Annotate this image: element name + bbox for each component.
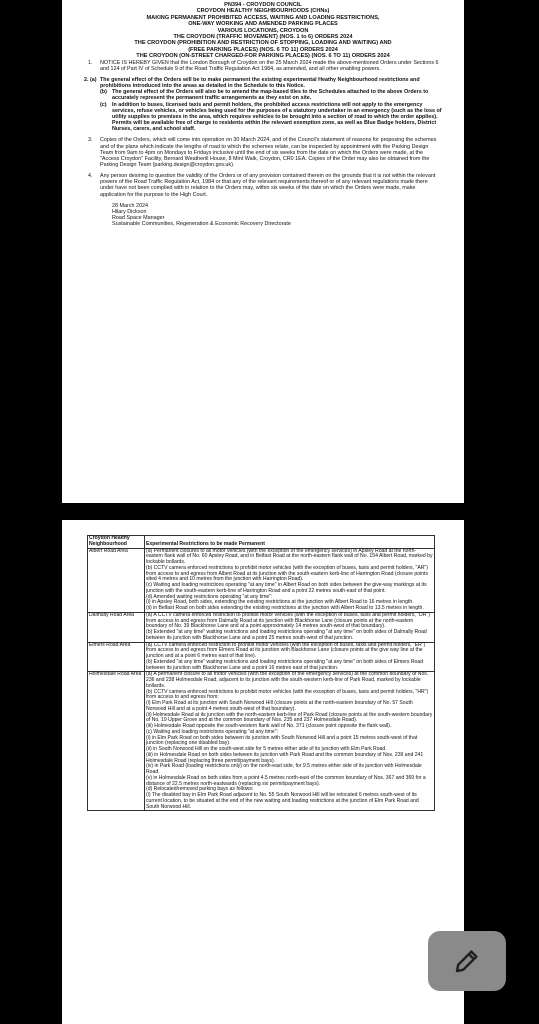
- table-header-row: [88, 536, 435, 549]
- notice-date: 28 March 2024: [112, 202, 148, 209]
- table-row: [88, 612, 435, 642]
- paragraph-text: The general effect of the Orders will be to make permanent the existing experimental Heathy Neighbourhood restrictions and prohibitions introduced into the areas as detailed in the Schedule to this Notice.: [100, 76, 420, 90]
- schedule-table: [87, 535, 435, 811]
- paragraph-2c: [100, 101, 442, 133]
- paragraph-1: [88, 59, 442, 72]
- paragraph-number: 4.: [88, 173, 93, 180]
- paragraph-text: Any person desiring to question the validity of the Orders or of any provision contained therein on the grounds that it is not within the relevant powers of the Road Traffic Regulation Act, 1984 or that any of the relevant requirements thereof or of any relevant regulations made there under have not been complied with in relation to the Orders may, within six weeks of the date on which the Orders were made, make application for the purpose to the High Court.: [100, 173, 436, 198]
- table-row: [88, 642, 435, 672]
- header-line: (FREE PARKING PLACES) (NOS. 6 TO 11) ORDERS 2024: [188, 46, 338, 53]
- notice-page-1: [62, 0, 464, 503]
- paragraph-4: [88, 173, 442, 198]
- paragraph-text: In addition to buses, licensed taxis and permit holders, the prohibited access restrictions will not apply to the emergency services, refuse vehicles, or vehicles being used for the purposes of a statutory undertaker in an emergency (such as the loss of utility supplies to premises in the area, which requires vehicles to be brought into a section of road to which the order applies). Permits will be available free of charge to residents within the relevant exemption zone, as well as Blue Badge holders, District Nurses, carers, and school staff.: [112, 101, 442, 133]
- restrictions-cell: (a) CCTV camera enforced restriction to prohibit motor vehicles (with the exception of buses, taxis and permit holders, "ER") from access to and egress from Elmers Road at its junction with Blackhorse Lane (closure points at the give way line at the junction and at a point 6 metres east of that line). (b) Extended "at any time" waiting restrictions and loading restrictions operating "at any time" on both sides of Elmers Road between its junction with Blackhorse Lane and a point 16 metres east of that junction.: [145, 642, 435, 672]
- paragraph-text: NOTICE IS HEREBY GIVEN that the London Borough of Croydon on the 25 March 2024 made the above-mentioned Orders under Sections 6 and 124 of Part IV of Schedule 9 of the Road Traffic Regulation Act 1984, as amended, and all other enabling powers.: [100, 59, 439, 72]
- signatory-role: Road Space Manager: [112, 215, 165, 222]
- pencil-icon: [452, 946, 482, 976]
- restrictions-cell: (a) A permanent closure to all motor vehicles (with the exception of the emergency services) at the common boundary of Nos. 236 and 238 Holmesdale Road, adjacent to its junction with the south-western kerb-line of Park Road, marked by lockable bollards. (b) CCTV camera enforced restrictions to prohibit motor vehicles (with the exception of buses, taxis and permit holders, "HR") from access to and egress from: (i) Elm Park Road at its junction with South Norwood Hill (closure points at the north-eastern boundary of No. 57 South Norwood Hill and at a point 4 metres south-west of that boundary). (ii) Holmesdale Road at its junction with the north-eastern kerb-line of Park Road (closure points at the south-western boundary of No. 19 Upper Grove and at the common boundary of Nos. 235 and 237 Holmesdale Road). (iii) Holmesdale Road opposite the south-western flank wall of No. 371 (closure point opposite the flank wall). (c) Waiting and loading restrictions operating "at any time": (i) in Elm Park Road on both sides between its junction with South Norwood Hill and a point 15 metres south-west of that junction (replacing one disabled bay). (ii) in South Norwood Hill on the south-west side for 5 metres either side of its junction with Elm Park Road. (iii) in Holmesdale Road on both sides between its junction with Park Road and the common boundary of Nos. 239 and 241 Holmesdale Road (replacing three permit/payment bays). (iv) in Park Road (loading restrictions only) on the north-east side, for 9.5 metres either side of its junction with Holmesdale Road. (v) in Holmesdale Road on both sides from a point 4.5 metres north-east of the common boundary of Nos. 367 and 369 for a distance of 22.5 metres north-eastwards (replacing six permit/payment bays). (d) Relocated/removed parking bays as follows: (i) The disabled bay in Elm Park Road adjacent to No. 55 South Norwood Hill will be relocated 6 metres south-west of its current location, to be situated at the end of the new waiting and loading restrictions at the junction of Elm Park Road and South Norwood Hill.: [145, 672, 435, 811]
- header-line: PN394 - CROYDON COUNCIL: [224, 2, 302, 8]
- table-row: [88, 548, 435, 612]
- table-row: [88, 672, 435, 811]
- header-line: THE CROYDON (TRAFFIC MOVEMENT) (NOS. 1 to 6) ORDERS 2024: [173, 34, 353, 41]
- header-line: THE CROYDON (ON-STREET CHARGED-FOR PARKING PLACES) (NOS. 6 TO 11) ORDERS 2024: [136, 53, 390, 60]
- column-header-area: Croydon Healthy Neighbourhood: [88, 536, 145, 549]
- header-line: MAKING PERMANENT PROHIBITED ACCESS, WAITING AND LOADING RESTRICTIONS,: [146, 14, 380, 21]
- paragraph-3: [88, 137, 442, 168]
- header-line: THE CROYDON (PROHIBITION AND RESTRICTION OF STOPPING, LOADING AND WAITING) AND: [134, 40, 392, 47]
- signatory-name: Hilary Dickson: [112, 208, 147, 215]
- signatory-directorate: Sustainable Communities, Regeneration & Economic Recovery Directorate: [112, 221, 291, 228]
- notice-page-2: [62, 520, 464, 1024]
- signature-block: [112, 203, 464, 228]
- paragraph-number: (c): [100, 101, 107, 108]
- paragraph-number: 3.: [88, 137, 93, 144]
- paragraph-text: Copies of the Orders, which will come into operation on 30 March 2024, and of the Council's statement of reasons for proposing the schemes and of the plans which indicate the lengths of road to which the schemes relate, can be inspected by appointment with the Parking Design Team from 9am to 4pm on Mondays to Fridays inclusive until the end of six weeks from the date on which the Orders were made, at the "Access Croydon" Facility, Bernard Weatherill House, 8 Mint Walk, Croydon, CR0 1EA. Copies of the Order may also be obtained from the Parking Design Team (parking.design@croydon.gov.uk).: [100, 137, 437, 168]
- notice-header: [62, 0, 464, 60]
- paragraph-text: The general effect of the Orders will also be to amend the map-based tiles to the Schedules attached to the above Orders to accurately represent the permanent traffic arrangements as they exist on site.: [112, 89, 429, 102]
- area-cell: Holmesdale Road Area: [88, 672, 145, 811]
- header-line: CROYDON HEALTHY NEIGHBOURHOODS (CHNs): [196, 8, 330, 15]
- paragraph-number: 1.: [88, 59, 93, 66]
- paragraph-number: (b): [100, 89, 107, 96]
- area-cell: Albert Road Area: [88, 548, 145, 612]
- restrictions-cell: (a) A CCTV camera enforced restriction to prohibit motor vehicles (with the exception of buses, taxis and permit holders, "DR") from access to and egress from Dalmally Road at its junction with Blackhorse Lane (closure points at the north-eastern boundary of No. 39 Blackhorse Lane and at a point approximately 14 metres south-west of that boundary). (b) Extended "at any time" waiting restrictions and loading restrictions operating "at any time" on both sides of Dalmally Road between its junction with Blackhorse Lane and a point 25 metres south-west of that junction.: [145, 612, 435, 642]
- edit-button[interactable]: [428, 931, 506, 991]
- area-cell: Dalmally Road Area: [88, 612, 145, 642]
- paragraph-2b: [100, 89, 442, 102]
- area-cell: Elmers Road Area: [88, 642, 145, 672]
- header-line: ONE-WAY WORKING AND AMENDED PARKING PLACES: [188, 21, 338, 28]
- header-line: VARIOUS LOCATIONS, CROYDON: [217, 27, 309, 34]
- paragraph-number: 2. (a): [84, 76, 97, 83]
- column-header-restrictions: Experimental Restrictions to be made Permanent: [145, 536, 435, 549]
- restrictions-cell: (a) Permanent closures to all motor vehicles (with the exception of the emergency services) in Apsley Road at the north-eastern flank wall of No. 60 Apsley Road, and in Belfast Road at the north-eastern flank wall of No. 154 Albert Road, marked by lockable bollards. (b) CCTV camera enforced restrictions to prohibit motor vehicles (with the exception of buses, taxis and permit holders, "AR") from access to and egress from Albert Road at its junction with the south-eastern kerb-line of Harrington Road (closure points sited 4 metres and 10 metres from the junction with Harrington Road). (c) Waiting and loading restrictions operating "at any time" in Albert Road on both sides between the give-way markings at its junction with the south-eastern kerb-line of Harrington Road and a point 22 metres south-east of that point. (d) Amended waiting restrictions operating "at any time": (i) in Apsley Road, both sides, extending the existing restrictions at the junction with Albert Road to 16 metres in length. (ii) in Belfast Road on both sides extending the existing restrictions at the junction with Albert Road to 13.5 metres in length.: [146, 547, 433, 611]
- paragraph-2a: [84, 76, 442, 90]
